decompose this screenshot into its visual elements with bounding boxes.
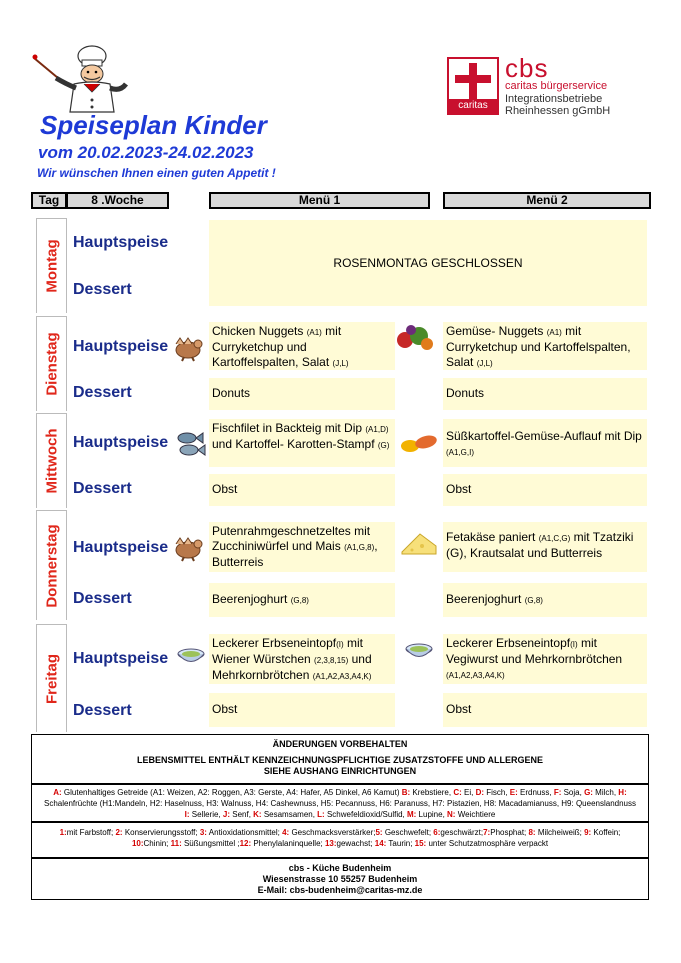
day-label-donnerstag: Donnerstag xyxy=(43,523,60,608)
additive-11: 11: Süßungsmittel ; xyxy=(170,839,240,848)
day-dienstag xyxy=(36,316,66,411)
logo-line-3: Rheinhessen gGmbH xyxy=(505,105,611,117)
turkey-icon xyxy=(172,334,206,362)
freitag-menu2-dessert: Obst xyxy=(443,693,647,727)
logo-line-2: Integrationsbetriebe xyxy=(505,93,603,105)
notice-line-3: SIEHE AUSHANG EINRICHTUNGEN xyxy=(263,766,417,776)
freitag-menu1-main: Leckerer Erbseneintopf(I) mit Wiener Würstchen (2,3,8,15) und Mehrkornbrötchen (A1,A2,A3,A4,K) xyxy=(209,634,395,684)
additive-14: 14: Taurin; xyxy=(374,839,415,848)
additive-3: 3: Antioxidationsmittel; xyxy=(199,828,283,837)
motto: Wir wünschen Ihnen einen guten Appetit ! xyxy=(37,166,276,180)
kitchen-contact xyxy=(31,858,649,900)
freitag-menu1-dessert: Obst xyxy=(209,693,395,727)
header-menu-1: Menü 1 xyxy=(209,192,430,209)
donnerstag-menu2-main: Fetakäse paniert (A1,C,G) mit Tzatziki (G), Krautsalat und Butterreis xyxy=(443,522,647,572)
notice-line-2: LEBENSMITTEL ENTHÄLT KENNZEICHNUNGSPFLICHTIGE ZUSATZSTOFFE UND ALLERGENE xyxy=(137,755,543,765)
day-label-mittwoch: Mittwoch xyxy=(43,428,60,494)
label-hauptspeise-dienstag: Hauptspeise xyxy=(73,338,169,355)
donnerstag-menu2-dessert: Beerenjoghurt (G,8) xyxy=(443,583,647,617)
dienstag-menu1-dessert: Donuts xyxy=(209,378,395,410)
allergen-d: D: Fisch, xyxy=(475,788,510,797)
vegetables-icon xyxy=(395,322,435,352)
allergen-f: F: Soja, xyxy=(553,788,585,797)
allergen-h: H: Schalenfrüchte (H1:Mandeln, H2: Haselnuss, H3: Walnuss, H4: Cashewnuss, H5: Pecannuss, H6: Paranuss, H7: Pistazien, H8: Macadamianuss, H9: Queenslandnuss xyxy=(44,788,636,808)
sweet-potato-icon xyxy=(400,432,438,454)
mittwoch-menu1-dessert: Obst xyxy=(209,474,395,506)
cheese-icon xyxy=(400,530,438,558)
label-dessert-montag: Dessert xyxy=(73,281,132,298)
header-menu-2: Menü 2 xyxy=(443,192,651,209)
freitag-menu2-main: Leckerer Erbseneintopf(I) mit Vegiwurst und Mehrkornbrötchen (A1,A2,A3,A4,K) xyxy=(443,634,647,684)
mittwoch-menu1-main: Fischfilet in Backteig mit Dip (A1,D) und Kartoffel- Karotten-Stampf (G) xyxy=(209,419,395,467)
label-hauptspeise-donnerstag: Hauptspeise xyxy=(73,539,169,556)
label-hauptspeise-freitag: Hauptspeise xyxy=(73,650,169,667)
kitchen-address: Wiesenstrasse 10 55257 Budenheim xyxy=(262,874,418,884)
logo-brand: cbs xyxy=(505,53,549,83)
allergen-k: K: Sesamsamen, xyxy=(253,810,318,819)
chef-mascot-icon xyxy=(32,44,132,114)
mittwoch-menu2-main: Süßkartoffel-Gemüse-Auflauf mit Dip (A1,G,I) xyxy=(443,419,647,467)
dienstag-menu1-main: Chicken Nuggets (A1) mit Curryketchup und Kartoffelspalten, Salat (J,L) xyxy=(209,322,395,370)
closed-notice-montag: ROSENMONTAG GESCHLOSSEN xyxy=(209,220,647,306)
header-tag: Tag xyxy=(31,192,67,209)
turkey-icon xyxy=(172,534,206,562)
day-mittwoch xyxy=(36,413,66,508)
allergen-b: B: Krebstiere, xyxy=(401,788,454,797)
allergen-l: L: Schwefeldioxid/Sulfid, xyxy=(317,810,407,819)
logo-badge-text: caritas xyxy=(449,99,497,113)
allergen-c: C: Ei, xyxy=(453,788,476,797)
day-freitag xyxy=(36,624,66,732)
day-montag xyxy=(36,218,66,313)
label-dessert-freitag: Dessert xyxy=(73,702,132,719)
additive-9: 9: Koffein; xyxy=(584,828,621,837)
additive-13: 13:gewachst; xyxy=(324,839,375,848)
logo-line-1: caritas bürgerservice xyxy=(505,80,608,92)
allergen-g: G: Milch, xyxy=(584,788,619,797)
day-donnerstag xyxy=(36,510,66,620)
caritas-cbs-logo xyxy=(447,53,647,119)
label-hauptspeise-mittwoch: Hauptspeise xyxy=(73,434,169,451)
additive-7: 7:Phosphat; xyxy=(483,828,529,837)
caritas-cross-logo-icon xyxy=(447,57,499,115)
notice-line-1: ÄNDERUNGEN VORBEHALTEN xyxy=(272,739,408,749)
dienstag-menu2-main: Gemüse- Nuggets (A1) mit Curryketchup und Kartoffelspalten, Salat (J,L) xyxy=(443,322,647,370)
notice-box xyxy=(31,734,649,784)
donnerstag-menu1-dessert: Beerenjoghurt (G,8) xyxy=(209,583,395,617)
additive-10: 10:Chinin; xyxy=(131,839,171,848)
additive-12: 12: Phenylalaninquelle; xyxy=(239,839,325,848)
additive-5: 5: Geschwefelt; xyxy=(375,828,434,837)
day-label-montag: Montag xyxy=(43,239,60,293)
fish-icon xyxy=(175,430,207,458)
donnerstag-menu1-main: Putenrahmgeschnetzeltes mit Zucchiniwürfel und Mais (A1,G,8), Butterreis xyxy=(209,522,395,572)
day-label-freitag: Freitag xyxy=(43,653,60,704)
label-dessert-dienstag: Dessert xyxy=(73,384,132,401)
allergen-i: I: Sellerie, xyxy=(184,810,223,819)
day-label-dienstag: Dienstag xyxy=(43,332,60,396)
additive-15: 15: unter Schutzatmosphäre verpackt xyxy=(414,839,549,848)
kitchen-name: cbs - Küche Budenheim xyxy=(288,863,392,873)
kitchen-email[interactable]: E-Mail: cbs-budenheim@caritas-mz.de xyxy=(257,885,423,895)
allergen-a: A: Glutenhaltiges Getreide (A1: Weizen, A2: Roggen, A3: Gerste, A4: Hafer, A5 Dinkel, A6 Kamut) xyxy=(53,788,402,797)
dienstag-menu2-dessert: Donuts xyxy=(443,378,647,410)
allergen-e: E: Erdnuss, xyxy=(509,788,554,797)
mittwoch-menu2-dessert: Obst xyxy=(443,474,647,506)
allergen-m: M: Lupine, xyxy=(407,810,448,819)
soup-bowl-icon xyxy=(404,640,434,662)
allergen-n: N: Weichtiere xyxy=(447,810,496,819)
additive-8: 8: Milcheiweiß; xyxy=(528,828,585,837)
header-woche: 8 .Woche xyxy=(66,192,169,209)
date-range: vom 20.02.2023-24.02.2023 xyxy=(38,143,254,162)
label-dessert-mittwoch: Dessert xyxy=(73,480,132,497)
allergen-j: J: Senf, xyxy=(222,810,254,819)
label-hauptspeise-montag: Hauptspeise xyxy=(73,234,169,251)
additive-legend xyxy=(31,822,649,858)
additive-2: 2: Konservierungsstoff; xyxy=(115,828,200,837)
allergen-legend xyxy=(31,784,649,822)
label-dessert-donnerstag: Dessert xyxy=(73,590,132,607)
additive-1: 1:mit Farbstoff; xyxy=(59,828,116,837)
additive-4: 4: Geschmacksverstärker; xyxy=(282,828,376,837)
soup-bowl-icon xyxy=(176,645,206,667)
additive-6: 6:geschwärzt; xyxy=(433,828,484,837)
page-title: Speiseplan Kinder xyxy=(40,110,267,140)
